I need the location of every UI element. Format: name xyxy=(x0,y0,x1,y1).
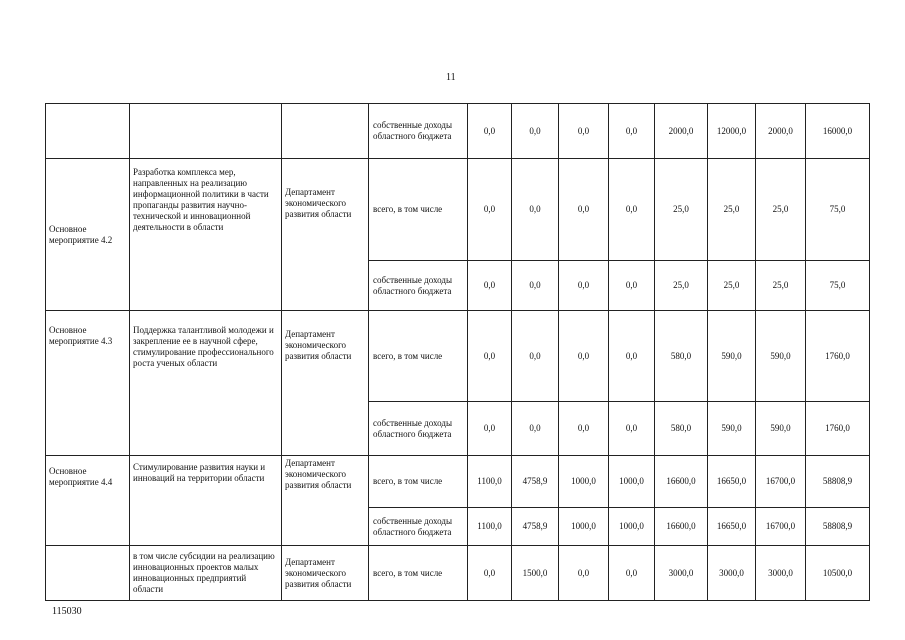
value-cell: 0,0 xyxy=(609,311,655,402)
value-cell: 0,0 xyxy=(559,159,609,261)
funding-source-cell: собственные доходы областного бюджета xyxy=(369,261,468,311)
value-cell: 75,0 xyxy=(806,159,870,261)
executor-cell: Департамент экономического развития области xyxy=(282,311,369,456)
value-cell: 0,0 xyxy=(609,104,655,159)
value-cell: 590,0 xyxy=(708,402,756,456)
value-cell: 10500,0 xyxy=(806,546,870,601)
value-cell: 75,0 xyxy=(806,261,870,311)
document-code: 115030 xyxy=(52,606,82,617)
value-cell: 12000,0 xyxy=(708,104,756,159)
budget-table xyxy=(45,103,870,601)
value-cell: 16600,0 xyxy=(655,456,708,508)
funding-source-cell: всего, в том числе xyxy=(369,456,468,508)
event-name-cell: Основное мероприятие 4.2 xyxy=(46,159,130,311)
value-cell: 1000,0 xyxy=(609,456,655,508)
value-cell: 25,0 xyxy=(756,261,806,311)
value-cell: 16650,0 xyxy=(708,508,756,546)
value-cell: 58808,9 xyxy=(806,508,870,546)
value-cell: 25,0 xyxy=(756,159,806,261)
table-row xyxy=(46,546,870,601)
executor-cell xyxy=(282,104,369,159)
value-cell: 16650,0 xyxy=(708,456,756,508)
value-cell: 0,0 xyxy=(609,261,655,311)
value-cell: 0,0 xyxy=(559,104,609,159)
event-description-cell: в том числе субсидии на реализацию инновационных проектов малых инновационных предприятий области xyxy=(130,546,282,601)
value-cell: 1000,0 xyxy=(609,508,655,546)
page-number: 11 xyxy=(446,72,456,83)
value-cell: 0,0 xyxy=(609,159,655,261)
value-cell: 580,0 xyxy=(655,402,708,456)
value-cell: 0,0 xyxy=(512,159,559,261)
value-cell: 0,0 xyxy=(468,311,512,402)
value-cell: 0,0 xyxy=(468,546,512,601)
value-cell: 1760,0 xyxy=(806,311,870,402)
value-cell: 3000,0 xyxy=(756,546,806,601)
value-cell: 4758,9 xyxy=(512,508,559,546)
funding-source-cell: всего, в том числе xyxy=(369,546,468,601)
event-description-cell: Стимулирование развития науки и инноваций на территории области xyxy=(130,456,282,546)
value-cell: 0,0 xyxy=(559,402,609,456)
funding-source-cell: собственные доходы областного бюджета xyxy=(369,508,468,546)
funding-source-cell: всего, в том числе xyxy=(369,159,468,261)
table-row xyxy=(46,104,870,159)
table-row xyxy=(46,159,870,261)
event-description-cell xyxy=(130,104,282,159)
value-cell: 16600,0 xyxy=(655,508,708,546)
value-cell: 590,0 xyxy=(708,311,756,402)
executor-cell: Департамент экономического развития области xyxy=(282,159,369,311)
value-cell: 1760,0 xyxy=(806,402,870,456)
event-name-cell xyxy=(46,104,130,159)
value-cell: 2000,0 xyxy=(655,104,708,159)
value-cell: 0,0 xyxy=(512,402,559,456)
value-cell: 0,0 xyxy=(468,104,512,159)
event-name-cell xyxy=(46,546,130,601)
value-cell: 1500,0 xyxy=(512,546,559,601)
value-cell: 25,0 xyxy=(708,261,756,311)
value-cell: 16000,0 xyxy=(806,104,870,159)
value-cell: 0,0 xyxy=(468,261,512,311)
event-description-cell: Поддержка талантливой молодежи и закрепление ее в научной сфере, стимулирование профессионального роста ученых области xyxy=(130,311,282,456)
value-cell: 3000,0 xyxy=(708,546,756,601)
executor-cell: Департамент экономического развития области xyxy=(282,456,369,546)
value-cell: 1000,0 xyxy=(559,508,609,546)
value-cell: 0,0 xyxy=(559,311,609,402)
event-name-cell: Основное мероприятие 4.4 xyxy=(46,456,130,546)
table-row xyxy=(46,456,870,508)
event-name-cell: Основное мероприятие 4.3 xyxy=(46,311,130,456)
value-cell: 0,0 xyxy=(609,402,655,456)
value-cell: 16700,0 xyxy=(756,456,806,508)
value-cell: 16700,0 xyxy=(756,508,806,546)
value-cell: 25,0 xyxy=(655,159,708,261)
value-cell: 0,0 xyxy=(512,261,559,311)
value-cell: 2000,0 xyxy=(756,104,806,159)
value-cell: 0,0 xyxy=(609,546,655,601)
value-cell: 0,0 xyxy=(468,402,512,456)
value-cell: 25,0 xyxy=(708,159,756,261)
value-cell: 0,0 xyxy=(468,159,512,261)
funding-source-cell: собственные доходы областного бюджета xyxy=(369,104,468,159)
value-cell: 0,0 xyxy=(559,261,609,311)
value-cell: 0,0 xyxy=(512,311,559,402)
value-cell: 1100,0 xyxy=(468,456,512,508)
value-cell: 590,0 xyxy=(756,402,806,456)
value-cell: 0,0 xyxy=(559,546,609,601)
value-cell: 4758,9 xyxy=(512,456,559,508)
value-cell: 1100,0 xyxy=(468,508,512,546)
table-row xyxy=(46,311,870,402)
value-cell: 58808,9 xyxy=(806,456,870,508)
value-cell: 3000,0 xyxy=(655,546,708,601)
value-cell: 580,0 xyxy=(655,311,708,402)
value-cell: 590,0 xyxy=(756,311,806,402)
funding-source-cell: собственные доходы областного бюджета xyxy=(369,402,468,456)
value-cell: 1000,0 xyxy=(559,456,609,508)
value-cell: 25,0 xyxy=(655,261,708,311)
executor-cell: Департамент экономического развития области xyxy=(282,546,369,601)
funding-source-cell: всего, в том числе xyxy=(369,311,468,402)
event-description-cell: Разработка комплекса мер, направленных на реализацию информационной политики в части пропаганды развития научно-технической и инновационной деятельности в области xyxy=(130,159,282,311)
value-cell: 0,0 xyxy=(512,104,559,159)
